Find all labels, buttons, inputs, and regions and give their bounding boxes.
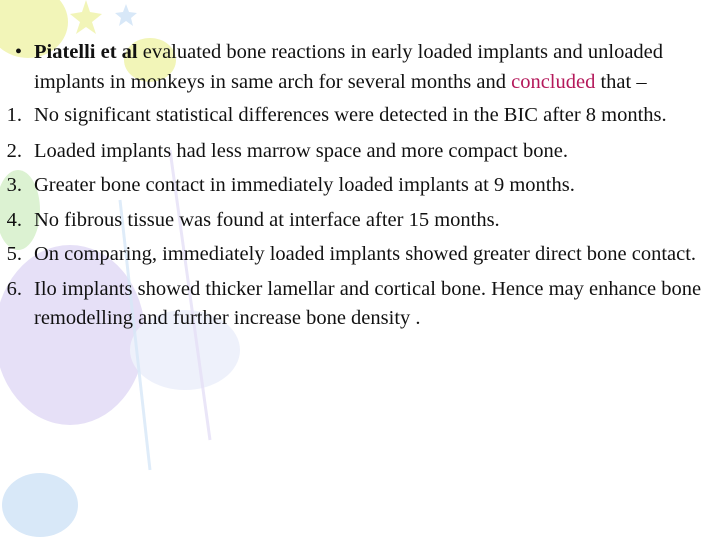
point-text: Ilo implants showed thicker lamellar and cortical bone. Hence may enhance bone remodelling and further increase bone density . [34,277,702,329]
number-marker: 6. [6,277,22,300]
number-marker: 4. [6,208,22,231]
intro-text-end: that – [595,70,647,93]
intro-text: evaluated bone reactions in early loaded implants and unloaded implants in monkeys in same arch for several months and [34,41,664,93]
number-marker: 1. [6,104,22,126]
numbered-point-4 [0,206,705,236]
bullet-marker: • [14,41,22,63]
point-text: No fibrous tissue was found at interface after 15 months. [34,208,500,231]
blue-blob-decoration [2,473,78,537]
point-text: On comparing, immediately loaded implants showed greater direct bone contact. [34,243,697,265]
number-marker: 2. [6,139,22,162]
number-marker: 5. [6,243,22,265]
point-text: Greater bone contact in immediately loaded implants at 9 months. [34,174,575,196]
author-citation: Piatelli et al [34,41,138,63]
intro-bullet [0,38,705,97]
numbered-point-1 [0,101,705,131]
star-decoration-2 [115,4,137,26]
number-marker: 3. [6,174,22,196]
numbered-point-2 [0,137,705,167]
star-decoration [70,0,102,34]
concluded-highlight: concluded [511,70,596,93]
slide-body [0,38,705,334]
point-text: Loaded implants had less marrow space and more compact bone. [34,139,568,162]
numbered-point-6 [0,275,705,334]
point-text: No significant statistical differences were detected in the BIC after 8 months. [34,104,667,126]
numbered-point-3 [0,171,705,201]
numbered-point-5 [0,240,705,270]
